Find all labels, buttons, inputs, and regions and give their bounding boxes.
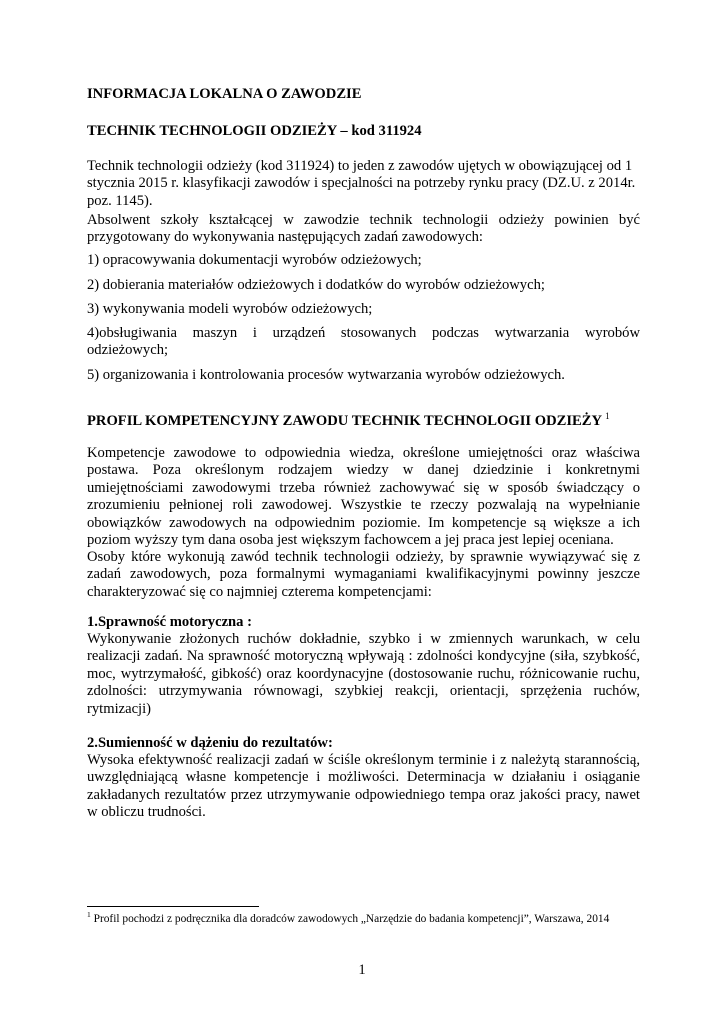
profile-heading-text: PROFIL KOMPETENCYJNY ZAWODU TECHNIK TECHNOLOGII ODZIEŻY bbox=[87, 413, 602, 429]
section-text-diligence: Wysoka efektywność realizacji zadań w ściśle określonym terminie i z należytą starannością, uwzględniającą własne kompetencje i możliwości. Determinacja w działaniu i osiąganie zakładanych rezultatów przez utrzymywanie odpowiedniego tempa oraz jakości pracy, nawet w obliczu trudności. bbox=[87, 752, 640, 821]
task-item-3: 3) wykonywania modeli wyrobów odzieżowych; bbox=[87, 301, 373, 317]
task-item-5: 5) organizowania i kontrolowania procesów wytwarzania wyrobów odzieżowych. bbox=[87, 367, 565, 383]
footnote-reference: 1 bbox=[605, 411, 610, 422]
footnote-number: 1 bbox=[87, 910, 91, 920]
section-text-motor: Wykonywanie złożonych ruchów dokładnie, szybko i w zmiennych warunkach, w celu realizacji zadań. Na sprawność motoryczną wpływają : zdolności kondycyjne (siła, szybkość, moc, wytrzymałość, gibkość) oraz koordynacyjne (dostosowanie ruchu, różnicowanie ruchu, zdolności: utrzymywania równowagi, szybkiej reakcji, orientacji, sprzężenia ruchów, rytmizacji) bbox=[87, 631, 640, 717]
footnote bbox=[87, 912, 640, 926]
footnote-text: Profil pochodzi z podręcznika dla doradców zawodowych „Narzędzie do badania kompetencji”, Warszawa, 2014 bbox=[93, 913, 610, 925]
task-item-4: 4)obsługiwania maszyn i urządzeń stosowanych podczas wytwarzania wyrobów odzieżowych; bbox=[87, 325, 640, 359]
task-item-1: 1) opracowywania dokumentacji wyrobów odzieżowych; bbox=[87, 252, 422, 268]
task-item-2: 2) dobierania materiałów odzieżowych i dodatków do wyrobów odzieżowych; bbox=[87, 277, 545, 293]
document-subtitle: TECHNIK TECHNOLOGII ODZIEŻY – kod 311924 bbox=[87, 123, 422, 139]
page-number: 1 bbox=[358, 962, 366, 978]
competence-intro-paragraph-2: Osoby które wykonują zawód technik technologii odzieży, by sprawnie wywiązywać się z zadań zawodowych, poza formalnymi wymaganiami kwalifikacyjnymi powinny jeszcze charakteryzować się co najmniej czterema kompetencjami: bbox=[87, 549, 640, 600]
section-heading-diligence: 2.Sumienność w dążeniu do rezultatów: bbox=[87, 735, 333, 751]
intro-paragraph: Technik technologii odzieży (kod 311924) to jeden z zawodów ujętych w obowiązującej od 1 stycznia 2015 r. klasyfikacji zawodów i specjalności na potrzeby rynku pracy (DZ.U. z 2014r. poz. 1145). bbox=[87, 158, 636, 209]
document-title: INFORMACJA LOKALNA O ZAWODZIE bbox=[87, 86, 362, 102]
profile-heading bbox=[87, 413, 640, 430]
footnote-divider bbox=[87, 906, 259, 907]
competence-intro-paragraph: Kompetencje zawodowe to odpowiednia wiedza, określone umiejętności oraz właściwa postawa. Poza określonym rodzajem wiedzy w danej dziedzinie i konkretnymi umiejętnościami zawodowymi trzeba również zachowywać się w sposób świadczący o zrozumieniu pełnionej roli zawodowej. Wszystkie te rzeczy pozwalają na wypełnianie obowiązków zawodowych na odpowiednim poziomie. Im kompetencje są większe a ich poziom wyższy tym dana osoba jest większym fachowcem a jej praca jest lepiej oceniana. bbox=[87, 445, 640, 549]
absolwent-paragraph: Absolwent szkoły kształcącej w zawodzie technik technologii odzieży powinien być przygotowany do wykonywania następujących zadań zawodowych: bbox=[87, 212, 640, 246]
section-heading-motor: 1.Sprawność motoryczna : bbox=[87, 614, 252, 630]
